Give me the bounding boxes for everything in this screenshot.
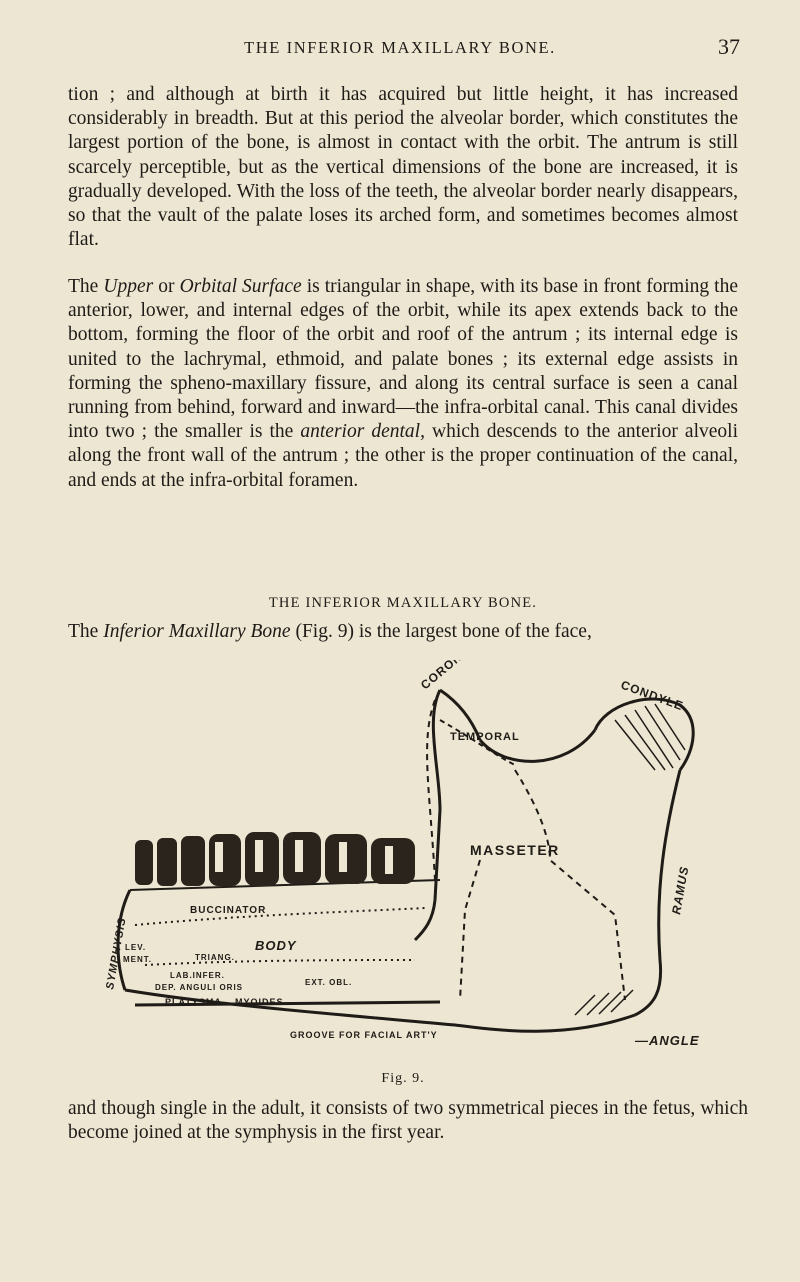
paragraph-text: and though single in the adult, it consists of two symmetrical pieces in the fetus, which become joined at the symphysis in the first year. bbox=[68, 1098, 748, 1144]
label-dep-anguli: DEP. ANGULI ORIS bbox=[155, 983, 244, 992]
running-head bbox=[60, 34, 740, 64]
label-ramus: RAMUS bbox=[669, 864, 692, 916]
masseter-dashed-outline bbox=[460, 860, 480, 1000]
angle-hatching bbox=[575, 990, 633, 1015]
tooth bbox=[135, 840, 153, 885]
label-condyle: CONDYLE bbox=[618, 677, 686, 714]
paragraph-lead: The bbox=[68, 276, 104, 297]
tooth bbox=[181, 836, 205, 886]
label-platysma: PLATYSMA bbox=[165, 997, 222, 1007]
condyle-hatching bbox=[615, 704, 685, 770]
paragraph-orbital-surface bbox=[68, 275, 738, 493]
term-orbital-surface: Orbital Surface bbox=[179, 276, 302, 297]
label-myoides: MYOIDES bbox=[235, 997, 284, 1007]
page-number: 37 bbox=[718, 34, 740, 59]
section-heading: THE INFERIOR MAXILLARY BONE. bbox=[268, 595, 538, 611]
label-ment: MENT. bbox=[123, 955, 152, 964]
label-masseter: MASSETER bbox=[470, 842, 560, 858]
paragraph-rest: (Fig. 9) is the largest bone of the face, bbox=[290, 621, 592, 642]
figure-caption: Fig. 9. bbox=[381, 1071, 425, 1086]
paragraph-or: or bbox=[153, 276, 180, 297]
teeth-row bbox=[135, 832, 415, 886]
term-upper: Upper bbox=[103, 276, 154, 297]
label-temporal: TEMPORAL bbox=[450, 731, 520, 743]
term-inferior-maxillary-bone: Inferior Maxillary Bone bbox=[103, 621, 291, 642]
paragraph-alveolar-border bbox=[68, 83, 738, 252]
running-title: THE INFERIOR MAXILLARY BONE. bbox=[244, 38, 556, 57]
tooth bbox=[209, 834, 241, 886]
label-buccinator: BUCCINATOR bbox=[190, 905, 267, 916]
label-symphysis: SYMPHYSIS bbox=[104, 916, 129, 991]
paragraph-symphysis bbox=[68, 1097, 748, 1145]
buccinator-line bbox=[135, 908, 425, 925]
label-body: BODY bbox=[255, 938, 297, 953]
paragraph-body: is triangular in shape, with its base in front forming the anterior, lower, and internal edges of the orbit, while its apex extends back to the bottom, forming the floor of the orbit and roof of the antrum ; its internal edge is united to the lachrymal, ethmoid, and palate bones ; its external edge assists in forming the spheno-maxillary fissure, and along its central surface is seen a canal running from behind, forward and inward—the infra-orbital canal. This canal divides into two ; the smaller is the bbox=[68, 276, 738, 443]
figure-mandible-illustration bbox=[95, 660, 725, 1070]
label-lab-infer: LAB.INFER. bbox=[170, 971, 225, 980]
paragraph-lead: The bbox=[68, 621, 104, 642]
mandible-drawing bbox=[95, 660, 725, 1070]
label-groove-facial-artery: GROOVE FOR FACIAL ART'Y bbox=[290, 1030, 438, 1040]
term-anterior-dental: anterior dental, bbox=[300, 421, 425, 443]
label-levator: LEV. bbox=[125, 943, 147, 952]
label-coronoid: CORONOID bbox=[417, 660, 484, 693]
tooth bbox=[157, 838, 177, 886]
paragraph-body-end: which descends to the anterior alveoli along the front wall of the antrum ; the other is the proper continuation of the canal, and ends at the infra-orbital foramen. bbox=[68, 421, 738, 491]
paragraph-inferior-maxillary-intro bbox=[68, 620, 738, 644]
paragraph-text: tion ; and although at birth it has acquired but little height, it has increased considerably in breadth. But at this period the alveolar border, which constitutes the largest portion of the bone, is almost in contact with the orbit. The antrum is still scarcely perceptible, but as the vertical dimensions of the bone are increased, it is gradually developed. With the loss of the teeth, the alveolar border nearly disappears, so that the vault of the palate loses its arched form, and sometimes becomes almost flat. bbox=[68, 84, 738, 251]
label-ext-oblique: EXT. OBL. bbox=[305, 978, 353, 987]
label-triang: TRIANG. bbox=[195, 953, 235, 962]
coronoid-outline bbox=[415, 690, 440, 940]
label-angle: —ANGLE bbox=[635, 1033, 700, 1048]
